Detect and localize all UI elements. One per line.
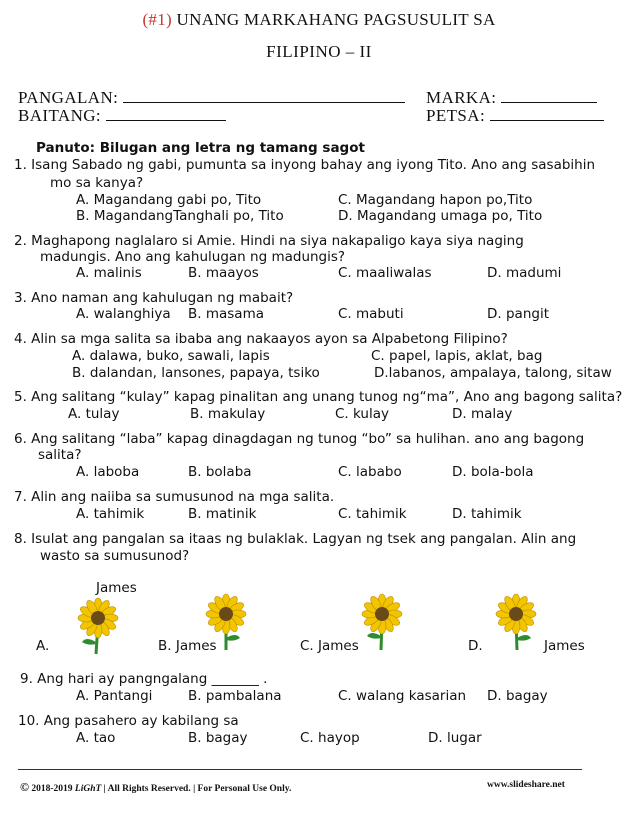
question-3-option-a[interactable]: A. walanghiya — [76, 306, 171, 322]
question-10-option-b[interactable]: B. bagay — [188, 730, 248, 746]
question-4-option-d[interactable]: D.labanos, ampalaya, talong, sitaw — [374, 365, 612, 381]
question-9-text: 9. Ang hari ay pangngalang _______ . — [20, 671, 268, 687]
date-blank[interactable] — [490, 106, 604, 121]
question-7-option-a[interactable]: A. tahimik — [76, 506, 145, 522]
question-7-text: 7. Alin ang naiiba sa sumusunod na mga salita. — [14, 489, 335, 505]
question-9-option-c[interactable]: C. walang kasarian — [338, 688, 467, 704]
question-7-option-d[interactable]: D. tahimik — [452, 506, 522, 522]
page-title — [0, 10, 638, 30]
question-8-text-cont: wasto sa sumusunod? — [40, 548, 190, 564]
question-3-text: 3. Ano naman ang kahulugan ng mabait? — [14, 290, 294, 306]
question-10-option-c[interactable]: C. hayop — [300, 730, 360, 746]
question-8-option-c[interactable]: C. James — [300, 638, 359, 654]
question-8-text: 8. Isulat ang pangalan sa itaas ng bulaklak. Lagyan ng tsek ang pangalan. Alin ang — [14, 531, 577, 547]
question-9-option-d[interactable]: D. bagay — [487, 688, 548, 704]
question-2-option-b[interactable]: B. maayos — [188, 265, 259, 281]
question-10-text: 10. Ang pasahero ay kabilang sa — [18, 713, 239, 729]
question-5-option-c[interactable]: C. kulay — [335, 406, 389, 422]
question-1-text: 1. Isang Sabado ng gabi, pumunta sa inyong bahay ang iyong Tito. Ano ang sasabihin — [14, 157, 596, 173]
page-subtitle: FILIPINO – II — [266, 42, 372, 61]
footer-site[interactable]: www.slideshare.net — [487, 780, 565, 790]
question-6-option-a[interactable]: A. laboba — [76, 464, 140, 480]
question-1-option-d[interactable]: D. Magandang umaga po, Tito — [338, 208, 543, 224]
question-1-option-c[interactable]: C. Magandang hapon po,Tito — [338, 192, 533, 208]
score-label: MARKA: — [426, 88, 497, 107]
question-1-option-b[interactable]: B. MagandangTanghali po, Tito — [76, 208, 284, 224]
instruction: Panuto: Bilugan ang letra ng tamang sagot — [36, 140, 365, 156]
question-5-option-b[interactable]: B. makulay — [190, 406, 266, 422]
score-blank[interactable] — [501, 88, 597, 103]
grade-label: BAITANG: — [18, 106, 102, 125]
question-2-text: 2. Maghapong naglalaro si Amie. Hindi na siya nakapaligo kaya siya naging — [14, 233, 524, 249]
question-1-option-a[interactable]: A. Magandang gabi po, Tito — [76, 192, 262, 208]
date-field — [426, 106, 604, 126]
question-5-option-a[interactable]: A. tulay — [68, 406, 120, 422]
question-2-option-a[interactable]: A. malinis — [76, 265, 142, 281]
question-10-option-d[interactable]: D. lugar — [428, 730, 482, 746]
score-field — [426, 88, 597, 108]
question-7-option-c[interactable]: C. tahimik — [338, 506, 407, 522]
grade-field — [18, 106, 226, 126]
question-1-text-cont: mo sa kanya? — [50, 175, 144, 191]
question-2-text-cont: madungis. Ano ang kahulugan ng madungis? — [40, 249, 346, 265]
sunflower-icon — [490, 592, 542, 652]
question-2-option-c[interactable]: C. maaliwalas — [338, 265, 432, 281]
grade-blank[interactable] — [106, 106, 226, 121]
quiz-title: UNANG MARKAHANG PAGSUSULIT SA — [176, 10, 496, 29]
question-8-option-b[interactable]: B. James — [158, 638, 217, 654]
footer-author: LiGhT — [74, 784, 102, 794]
question-7-option-b[interactable]: B. matinik — [188, 506, 257, 522]
name-field — [18, 88, 405, 108]
question-9-option-b[interactable]: B. pambalana — [188, 688, 282, 704]
copyright-icon: © — [20, 780, 29, 794]
question-8-option-d[interactable]: D. — [468, 638, 483, 654]
question-9-option-a[interactable]: A. Pantangi — [76, 688, 153, 704]
name-label: PANGALAN: — [18, 88, 119, 107]
question-6-text-cont: salita? — [38, 447, 82, 463]
question-3-option-b[interactable]: B. masama — [188, 306, 264, 322]
footer-copyright — [20, 780, 291, 795]
question-3-option-d[interactable]: D. pangit — [487, 306, 549, 322]
question-8-option-d-name: James — [544, 638, 585, 654]
question-6-option-c[interactable]: C. lababo — [338, 464, 402, 480]
footer-rights: | All Rights Reserved. | For Personal Use Only. — [103, 784, 292, 794]
question-5-option-d[interactable]: D. malay — [452, 406, 513, 422]
question-4-text: 4. Alin sa mga salita sa ibaba ang nakaayos ayon sa Alpabetong Filipino? — [14, 331, 508, 347]
question-6-option-d[interactable]: D. bola-bola — [452, 464, 534, 480]
sunflower-icon — [356, 592, 408, 652]
question-10-option-a[interactable]: A. tao — [76, 730, 116, 746]
question-3-option-c[interactable]: C. mabuti — [338, 306, 404, 322]
quiz-number: (#1) — [142, 10, 172, 29]
name-blank[interactable] — [123, 88, 405, 103]
question-4-option-c[interactable]: C. papel, lapis, aklat, bag — [371, 348, 543, 364]
question-4-option-a[interactable]: A. dalawa, buko, sawali, lapis — [72, 348, 270, 364]
question-4-option-b[interactable]: B. dalandan, lansones, papaya, tsiko — [72, 365, 320, 381]
sunflower-icon — [72, 596, 124, 656]
date-label: PETSA: — [426, 106, 486, 125]
footer-years: 2018-2019 — [31, 784, 73, 794]
question-6-text: 6. Ang salitang “laba” kapag dinagdagan ng tunog “bo” sa hulihan. ano ang bagong — [14, 431, 585, 447]
question-8-option-a[interactable]: A. — [36, 638, 50, 654]
question-6-option-b[interactable]: B. bolaba — [188, 464, 252, 480]
question-5-text: 5. Ang salitang “kulay” kapag pinalitan ang unang tunog ng“ma”, Ano ang bagong salita? — [14, 389, 623, 405]
footer-divider — [18, 769, 582, 770]
question-2-option-d[interactable]: D. madumi — [487, 265, 562, 281]
question-8-name-above: James — [96, 580, 137, 596]
